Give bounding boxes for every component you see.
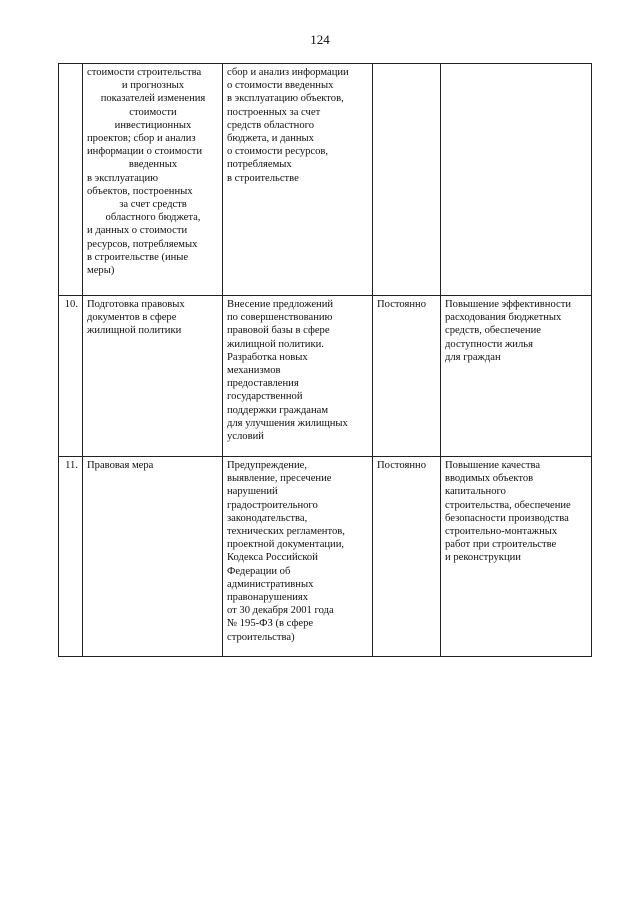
measure-name-cell: Правовая мера (83, 457, 223, 657)
page-number: 124 (310, 32, 330, 47)
measure-result-cell: Повышение эффективности расходования бюджетных средств, обеспечение доступности жилья для граждан (441, 296, 592, 457)
row-number: 11. (59, 457, 83, 657)
measure-result-cell: Повышение качества вводимых объектов капитального строительства, обеспечение безопасности производства строительно-монтажных работ при строительстве и реконструкции (441, 457, 592, 657)
measure-description-cell: сбор и анализ информации о стоимости введенных в эксплуатацию объектов, построенных за счет средств областного бюджета, и данных о стоимости ресурсов, потребляемых в строительстве (223, 64, 373, 296)
measure-term-cell: Постоянно (373, 296, 441, 457)
measure-description-cell: Внесение предложений по совершенствованию правовой базы в сфере жилищной политики. Разработка новых механизмов предоставления государственной поддержки гражданам для улучшения жилищных условий (223, 296, 373, 457)
measures-table (58, 63, 592, 657)
measure-term-cell (373, 64, 441, 296)
measure-name-cell: Подготовка правовых документов в сфере жилищной политики (83, 296, 223, 457)
table-row (59, 457, 592, 657)
table-row (59, 64, 592, 296)
table-row (59, 296, 592, 457)
measure-name-cell: стоимости строительства и прогнозных показателей изменения стоимости инвестиционных проектов; сбор и анализ информации о стоимости введенных в эксплуатацию объектов, построенных за счет средств областного бюджета, и данных о стоимости ресурсов, потребляемых в строительстве (иные меры) (83, 64, 223, 296)
row-number (59, 64, 83, 296)
row-number: 10. (59, 296, 83, 457)
measure-term-cell: Постоянно (373, 457, 441, 657)
measure-description-cell: Предупреждение, выявление, пресечение нарушений градостроительного законодательства, технических регламентов, проектной документации, Кодекса Российской Федерации об административных правонарушениях от 30 декабря 2001 года № 195-ФЗ (в сфере строительства) (223, 457, 373, 657)
measure-result-cell (441, 64, 592, 296)
